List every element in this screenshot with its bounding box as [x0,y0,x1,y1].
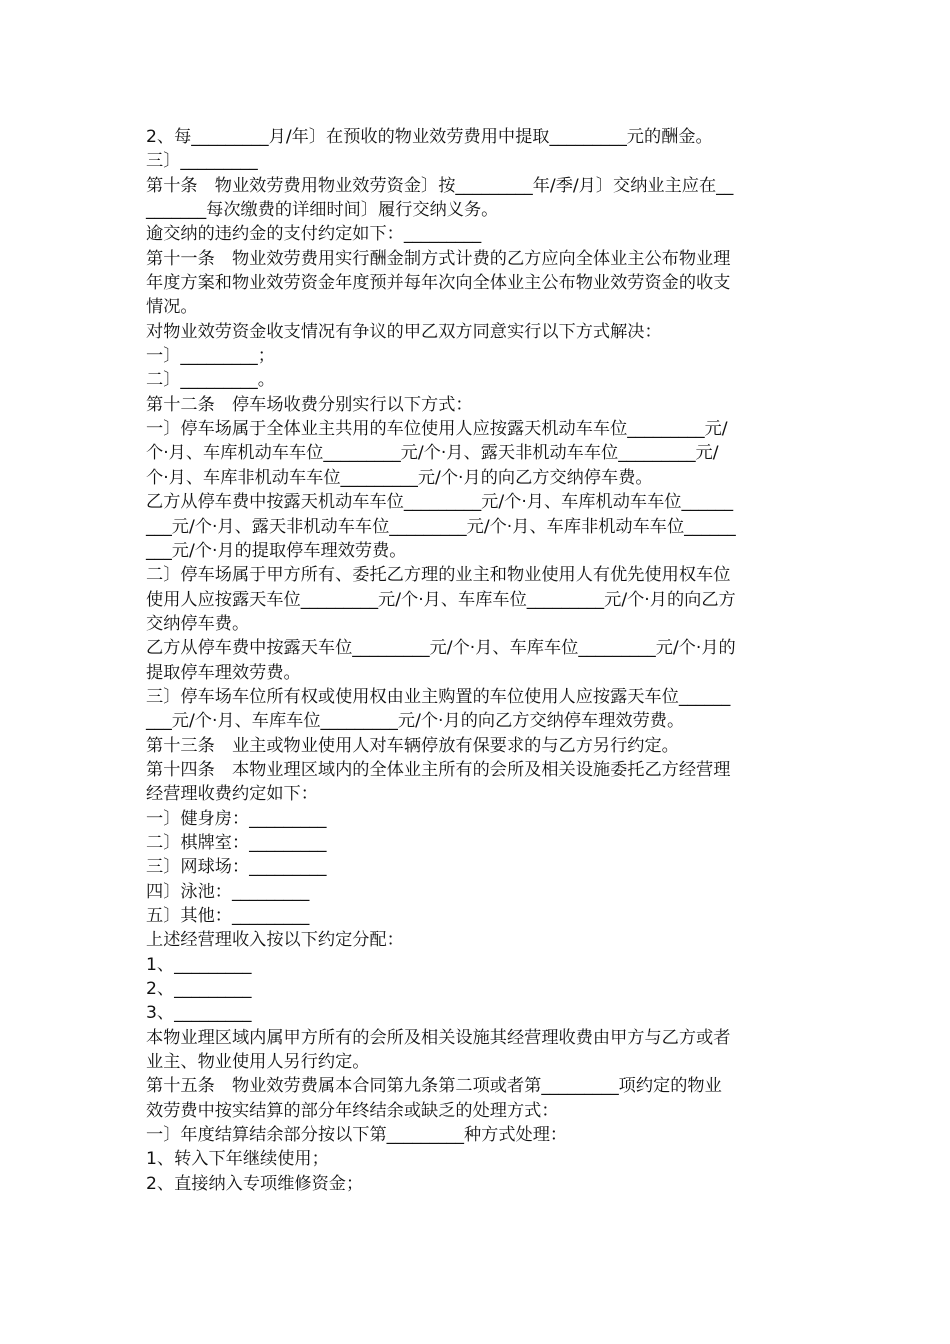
text-line: 3、_________ [146,1003,252,1024]
text-line: 第十二条 停车场收费分别实行以下方式： [146,394,473,415]
text-line: 二〕_________。 [146,370,275,391]
text-line: 一〕停车场属于全体业主共用的车位使用人应按露天机动车车位_________元/ [146,419,728,440]
text-line: 乙方从停车费中按露天机动车车位_________元/个·月、车库机动车车位______ [146,492,734,513]
text-line: 提取停车理效劳费。 [146,662,301,683]
text-line: 一〕_________； [146,346,275,367]
text-line: ___元/个·月的提取停车理效劳费。 [146,540,407,561]
text-line: 逾交纳的违约金的支付约定如下：_________ [146,224,482,245]
text-line: 交纳停车费。 [146,613,250,634]
text-line: _______每次缴费的详细时间〕履行交纳义务。 [146,200,499,221]
text-line: 个·月、车库机动车车位_________元/个·月、露天非机动车车位_________元/ [146,443,719,464]
text-line: 2、每_________月/年〕在预收的物业效劳费用中提取_________元的酬金。 [146,127,713,147]
text-line: 三〕_________ [146,151,258,172]
text-line: 对物业效劳资金收支情况有争议的甲乙双方同意实行以下方式解决： [146,321,662,342]
text-line: 2、_________ [146,979,252,1000]
text-line: 二〕棋牌室：_________ [146,832,327,853]
text-line: 1、_________ [146,954,252,975]
text-line: 三〕停车场车位所有权或使用权由业主购置的车位使用人应按露天车位______ [146,686,731,707]
text-line: 二〕停车场属于甲方所有、委托乙方理的业主和物业使用人有优先使用权车位 [146,565,731,586]
text-line: 第十一条 物业效劳费用实行酬金制方式计费的乙方应向全体业主公布物业理 [146,248,731,269]
document-page [146,125,806,1196]
text-line: 一〕年度结算结余部分按以下第_________种方式处理： [146,1125,568,1146]
text-line: 使用人应按露天车位_________元/个·月、车库车位_________元/个·月的向乙方 [146,589,736,610]
text-line: 效劳费中按实结算的部分年终结余或缺乏的处理方式： [146,1100,559,1121]
text-line: 第十四条 本物业理区域内的全体业主所有的会所及相关设施委托乙方经营理 [146,759,731,780]
text-line: 年度方案和物业效劳资金年度预并每年次向全体业主公布物业效劳资金的收支 [146,273,731,294]
text-line: 情况。 [146,297,198,318]
text-line: 个·月、车库非机动车车位_________元/个·月的向乙方交纳停车费。 [146,467,653,488]
text-line: 第十三条 业主或物业使用人对车辆停放有保要求的与乙方另行约定。 [146,735,679,756]
text-line: 第十五条 物业效劳费属本合同第九条第二项或者第_________项约定的物业 [146,1076,722,1097]
text-line: 经营理收费约定如下： [146,784,318,805]
text-line: 一〕健身房：_________ [146,808,327,829]
text-line: 1、转入下年继续使用； [146,1149,329,1170]
text-line: 五〕其他：_________ [146,906,310,926]
text-line: 第十条 物业效劳费用物业效劳资金〕按_________年/季/月〕交纳业主应在__ [146,175,734,196]
text-line: 本物业理区域内属甲方所有的会所及相关设施其经营理收费由甲方与乙方或者 [146,1027,731,1048]
text-line: 业主、物业使用人另行约定。 [146,1052,370,1073]
text-line: ___元/个·月、露天非机动车车位_________元/个·月、车库非机动车车位______ [146,516,736,537]
text-line: 2、直接纳入专项维修资金； [146,1173,364,1194]
text-line: 四〕泳池：_________ [146,881,310,902]
text-line: 三〕网球场：_________ [146,857,327,878]
text-line: ___元/个·月、车库车位_________元/个·月的向乙方交纳停车理效劳费。 [146,711,685,732]
text-line: 上述经营理收入按以下约定分配： [146,930,404,951]
text-line: 乙方从停车费中按露天车位_________元/个·月、车库车位_________元/个·月的 [146,638,736,659]
